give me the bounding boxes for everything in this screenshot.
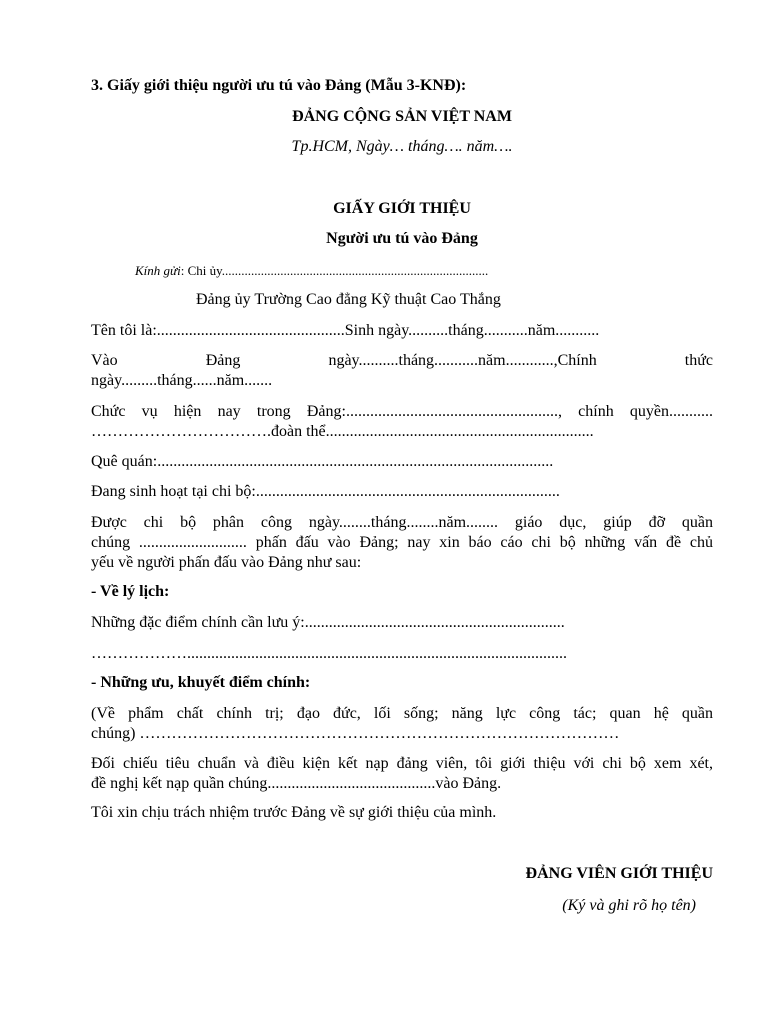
conclusion-line-2: đề nghị kết nạp quần chúng..........................................vào Đảng. xyxy=(91,775,502,792)
strengths-line-1: (Về phẩm chất chính trị; đạo đức, lối sống; năng lực công tác; quan hệ quần xyxy=(91,705,713,722)
assigned-line-3: yếu về người phấn đấu vào Đảng như sau: xyxy=(91,554,362,571)
party-branch-field: Đang sinh hoạt tại chi bộ:............................................................................ xyxy=(91,483,560,500)
background-section-title: - Về lý lịch: xyxy=(91,583,170,600)
place-date: Tp.HCM, Ngày… tháng…. năm…. xyxy=(291,138,513,155)
recipient-label: Kính gửi xyxy=(135,263,181,278)
assigned-line-2: chúng ........................... phấn đấu vào Đảng; nay xin báo cáo chi bộ những vấn đề chủ xyxy=(91,534,713,551)
signature-note: (Ký và ghi rõ họ tên) xyxy=(562,897,696,914)
position-line-1: Chức vụ hiện nay trong Đảng:....................................................., chính quyền........... xyxy=(91,403,713,420)
section-heading: 3. Giấy giới thiệu người ưu tú vào Đảng (Mẫu 3-KNĐ): xyxy=(91,77,467,94)
strengths-line-2: chúng) ……………………………………………………………………………… xyxy=(91,725,620,742)
join-date-line-2: ngày.........tháng......năm....... xyxy=(91,372,273,389)
hometown-field: Quê quán:................................................................................................... xyxy=(91,453,554,470)
conclusion-line-1: Đối chiếu tiêu chuẩn và điều kiện kết nạp đảng viên, tôi giới thiệu với chi bộ xem xét, xyxy=(91,755,713,772)
join-date-line-1: Vào Đảng ngày..........tháng...........năm............,Chính thức xyxy=(91,352,713,369)
recipient-line xyxy=(135,261,488,281)
name-field: Tên tôi là:...............................................Sinh ngày..........tháng...........năm........... xyxy=(91,322,600,339)
recipient-line-2: Đảng ủy Trường Cao đẳng Kỹ thuật Cao Thắng xyxy=(196,291,501,308)
document-subtitle: Người ưu tú vào Đảng xyxy=(326,230,478,247)
signature-title: ĐẢNG VIÊN GIỚI THIỆU xyxy=(525,865,713,882)
position-line-2: …………………………….đoàn thể................................................................... xyxy=(91,423,594,440)
responsibility-statement: Tôi xin chịu trách nhiệm trước Đảng về sự giới thiệu của mình. xyxy=(91,804,497,821)
strengths-section-title: - Những ưu, khuyết điểm chính: xyxy=(91,674,311,691)
party-name: ĐẢNG CỘNG SẢN VIỆT NAM xyxy=(292,108,512,125)
background-notes-line-2: ………………............................................................................................... xyxy=(91,645,567,662)
assigned-line-1: Được chi bộ phân công ngày........tháng........năm........ giáo dục, giúp đỡ quần xyxy=(91,514,713,531)
recipient-value: : Chi ủy.................................................................................. xyxy=(180,263,489,278)
document-title: GIẤY GIỚI THIỆU xyxy=(333,200,471,217)
background-notes-line-1: Những đặc điểm chính cần lưu ý:................................................................. xyxy=(91,614,565,631)
